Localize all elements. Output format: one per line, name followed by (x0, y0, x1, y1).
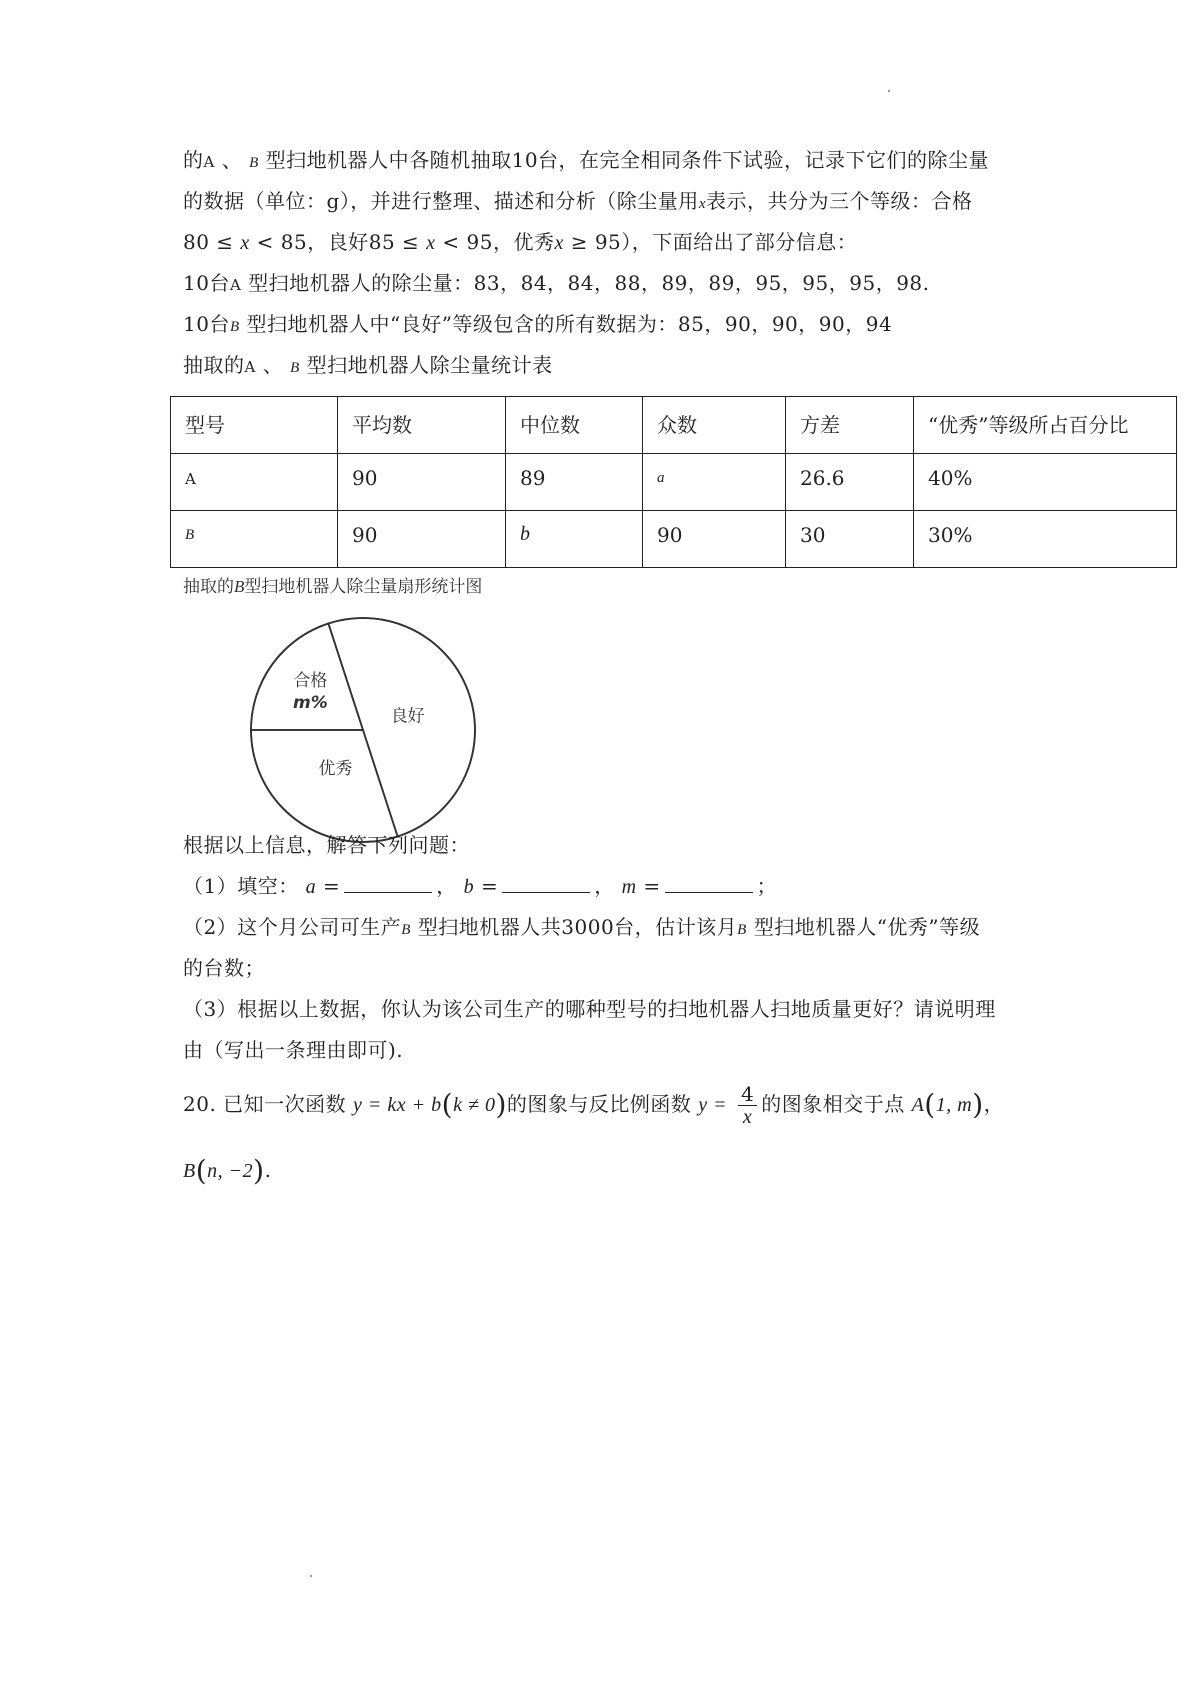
pie-chart-title (183, 572, 482, 597)
text: 根据以上信息，解答下列问题： (183, 833, 470, 857)
text: 型扫地机器人“优秀”等级 (753, 915, 981, 939)
paren: ( (195, 1154, 208, 1187)
text: 型扫地机器人中“良好”等级包含的所有数据为：85，90，90，90，94 (246, 312, 893, 336)
text: 80 ≤ (183, 230, 241, 254)
question-1 (183, 872, 777, 901)
intro-line-1 (183, 146, 989, 177)
table-row (171, 511, 1177, 568)
header-cell: 方差 (786, 397, 914, 454)
header-cell: 众数 (643, 397, 786, 454)
variable-b: b (463, 876, 475, 898)
model-b: B (737, 922, 747, 938)
scan-speck (888, 90, 890, 92)
denominator: x (742, 1106, 753, 1128)
answer-blank-b[interactable] (502, 874, 590, 893)
header-cell: “优秀”等级所占百分比 (914, 397, 1177, 454)
header-cell: 平均数 (338, 397, 506, 454)
pie-label-1: 合格 (293, 670, 328, 691)
variable-x: x (426, 232, 436, 254)
text: = (480, 874, 499, 898)
text: 的图象相交于点 (761, 1092, 905, 1116)
pie-label-2: 良好 (390, 706, 425, 727)
point-a-coords: 1, m (935, 1094, 973, 1116)
table-cell: 26.6 (786, 454, 914, 511)
intro-line-5 (183, 310, 892, 341)
text: 的图象与反比例函数 (506, 1092, 692, 1116)
point-b-coords: n, −2 (207, 1160, 254, 1182)
text: ），并进行整理、描述和分析（除尘量用 (339, 189, 699, 213)
pie-annotation: m% (293, 692, 328, 713)
scan-speck (310, 1575, 312, 1577)
text: 的台数； (183, 956, 265, 980)
paren: ) (253, 1154, 265, 1187)
problem-20-line-1 (183, 1082, 1004, 1128)
text: 型扫地机器人除尘量扇形统计图 (244, 577, 483, 597)
intro-line-4 (183, 269, 930, 299)
text: ， (436, 874, 457, 898)
model-b: B (290, 360, 300, 376)
table-cell: 30% (914, 511, 1177, 568)
intro-line-3 (183, 228, 857, 257)
table-cell: B (171, 511, 338, 568)
table-cell: 89 (506, 454, 643, 511)
text: 型扫地机器人共3000台，估计该月 (417, 915, 738, 939)
variable-a: a (305, 876, 317, 898)
table-caption (183, 351, 553, 382)
header-cell: 中位数 (506, 397, 643, 454)
text: 抽取的 (183, 353, 245, 377)
text: 的 (183, 148, 204, 172)
paren: ( (441, 1088, 454, 1121)
table-cell: 90 (643, 511, 786, 568)
linear-function: y = kx + b (353, 1094, 442, 1116)
problem-20-line-2 (183, 1150, 271, 1191)
paren: ( (924, 1088, 936, 1121)
text: 的数据（单位： (183, 189, 327, 213)
text: < 95，优秀 (435, 230, 555, 254)
text: （1）填空： (183, 874, 299, 898)
text: 抽取的 (183, 577, 234, 597)
text: 型扫地机器人中各随机抽取10台，在完全相同条件下试验，记录下它们的除尘量 (265, 148, 990, 172)
text: = (322, 874, 341, 898)
table-cell: 90 (338, 454, 506, 511)
text: 10台 (183, 312, 230, 336)
text: . (264, 1158, 272, 1182)
numerator: 4 (738, 1083, 757, 1106)
text: 、 (221, 148, 243, 172)
text: （2）这个月公司可生产 (183, 915, 402, 939)
model-a: A (203, 153, 215, 171)
questions-lead (183, 831, 470, 859)
answer-blank-a[interactable] (344, 874, 432, 893)
point-a: A (911, 1094, 925, 1116)
text: < 85，良好85 ≤ (249, 230, 427, 254)
unit: g (326, 189, 340, 213)
table-header-row (171, 397, 1177, 454)
variable-x: x (698, 196, 706, 212)
answer-blank-m[interactable] (665, 874, 753, 893)
text: 型扫地机器人的除尘量：83，84，84，88，89，89，95，95，95，98. (248, 271, 930, 295)
text: （3）根据以上数据，你认为该公司生产的哪种型号的扫地机器人扫地质量更好？请说明理 (183, 997, 996, 1021)
condition: k ≠ 0 (453, 1094, 496, 1116)
model-b: B (229, 319, 240, 335)
table-cell: a (643, 454, 786, 511)
table-cell: b (506, 511, 643, 568)
table-cell: 30 (786, 511, 914, 568)
text: ≥ 95），下面给出了部分信息： (563, 230, 858, 254)
inverse-function-lhs: y = (698, 1094, 728, 1116)
point-b: B (183, 1160, 196, 1182)
model-a: A (244, 358, 256, 376)
text: ； (756, 874, 778, 898)
table-cell: 90 (338, 511, 506, 568)
paren: ) (495, 1088, 507, 1121)
text: 、 (262, 353, 284, 377)
text: 10台 (183, 271, 230, 295)
question-3-line-1 (183, 995, 996, 1023)
model-a: A (229, 276, 242, 294)
text: = (643, 874, 661, 898)
variable-x: x (240, 232, 250, 254)
fraction (738, 1083, 757, 1128)
variable-x: x (554, 232, 564, 254)
text: ， (983, 1092, 1005, 1116)
header-cell: 型号 (171, 397, 338, 454)
model-b: B (401, 922, 411, 938)
text: 型扫地机器人除尘量统计表 (306, 353, 553, 377)
text: ， (594, 874, 615, 898)
table-cell: 40% (914, 454, 1177, 511)
text: 20. 已知一次函数 (183, 1092, 347, 1116)
model-b: B (234, 577, 245, 596)
question-2-line-1 (183, 913, 980, 944)
intro-line-2 (183, 187, 972, 218)
text: 表示，共分为三个等级：合格 (705, 189, 973, 213)
statistics-table (170, 396, 1177, 568)
question-3-line-2 (183, 1036, 403, 1064)
model-b: B (249, 155, 259, 171)
variable-m: m (621, 876, 637, 898)
paren: ) (972, 1088, 984, 1121)
table-row (171, 454, 1177, 511)
text: 由（写出一条理由即可). (183, 1038, 404, 1062)
pie-chart (233, 600, 493, 860)
question-2-line-2 (183, 954, 265, 982)
table-cell: A (171, 454, 338, 511)
pie-label-0: 优秀 (318, 759, 353, 780)
